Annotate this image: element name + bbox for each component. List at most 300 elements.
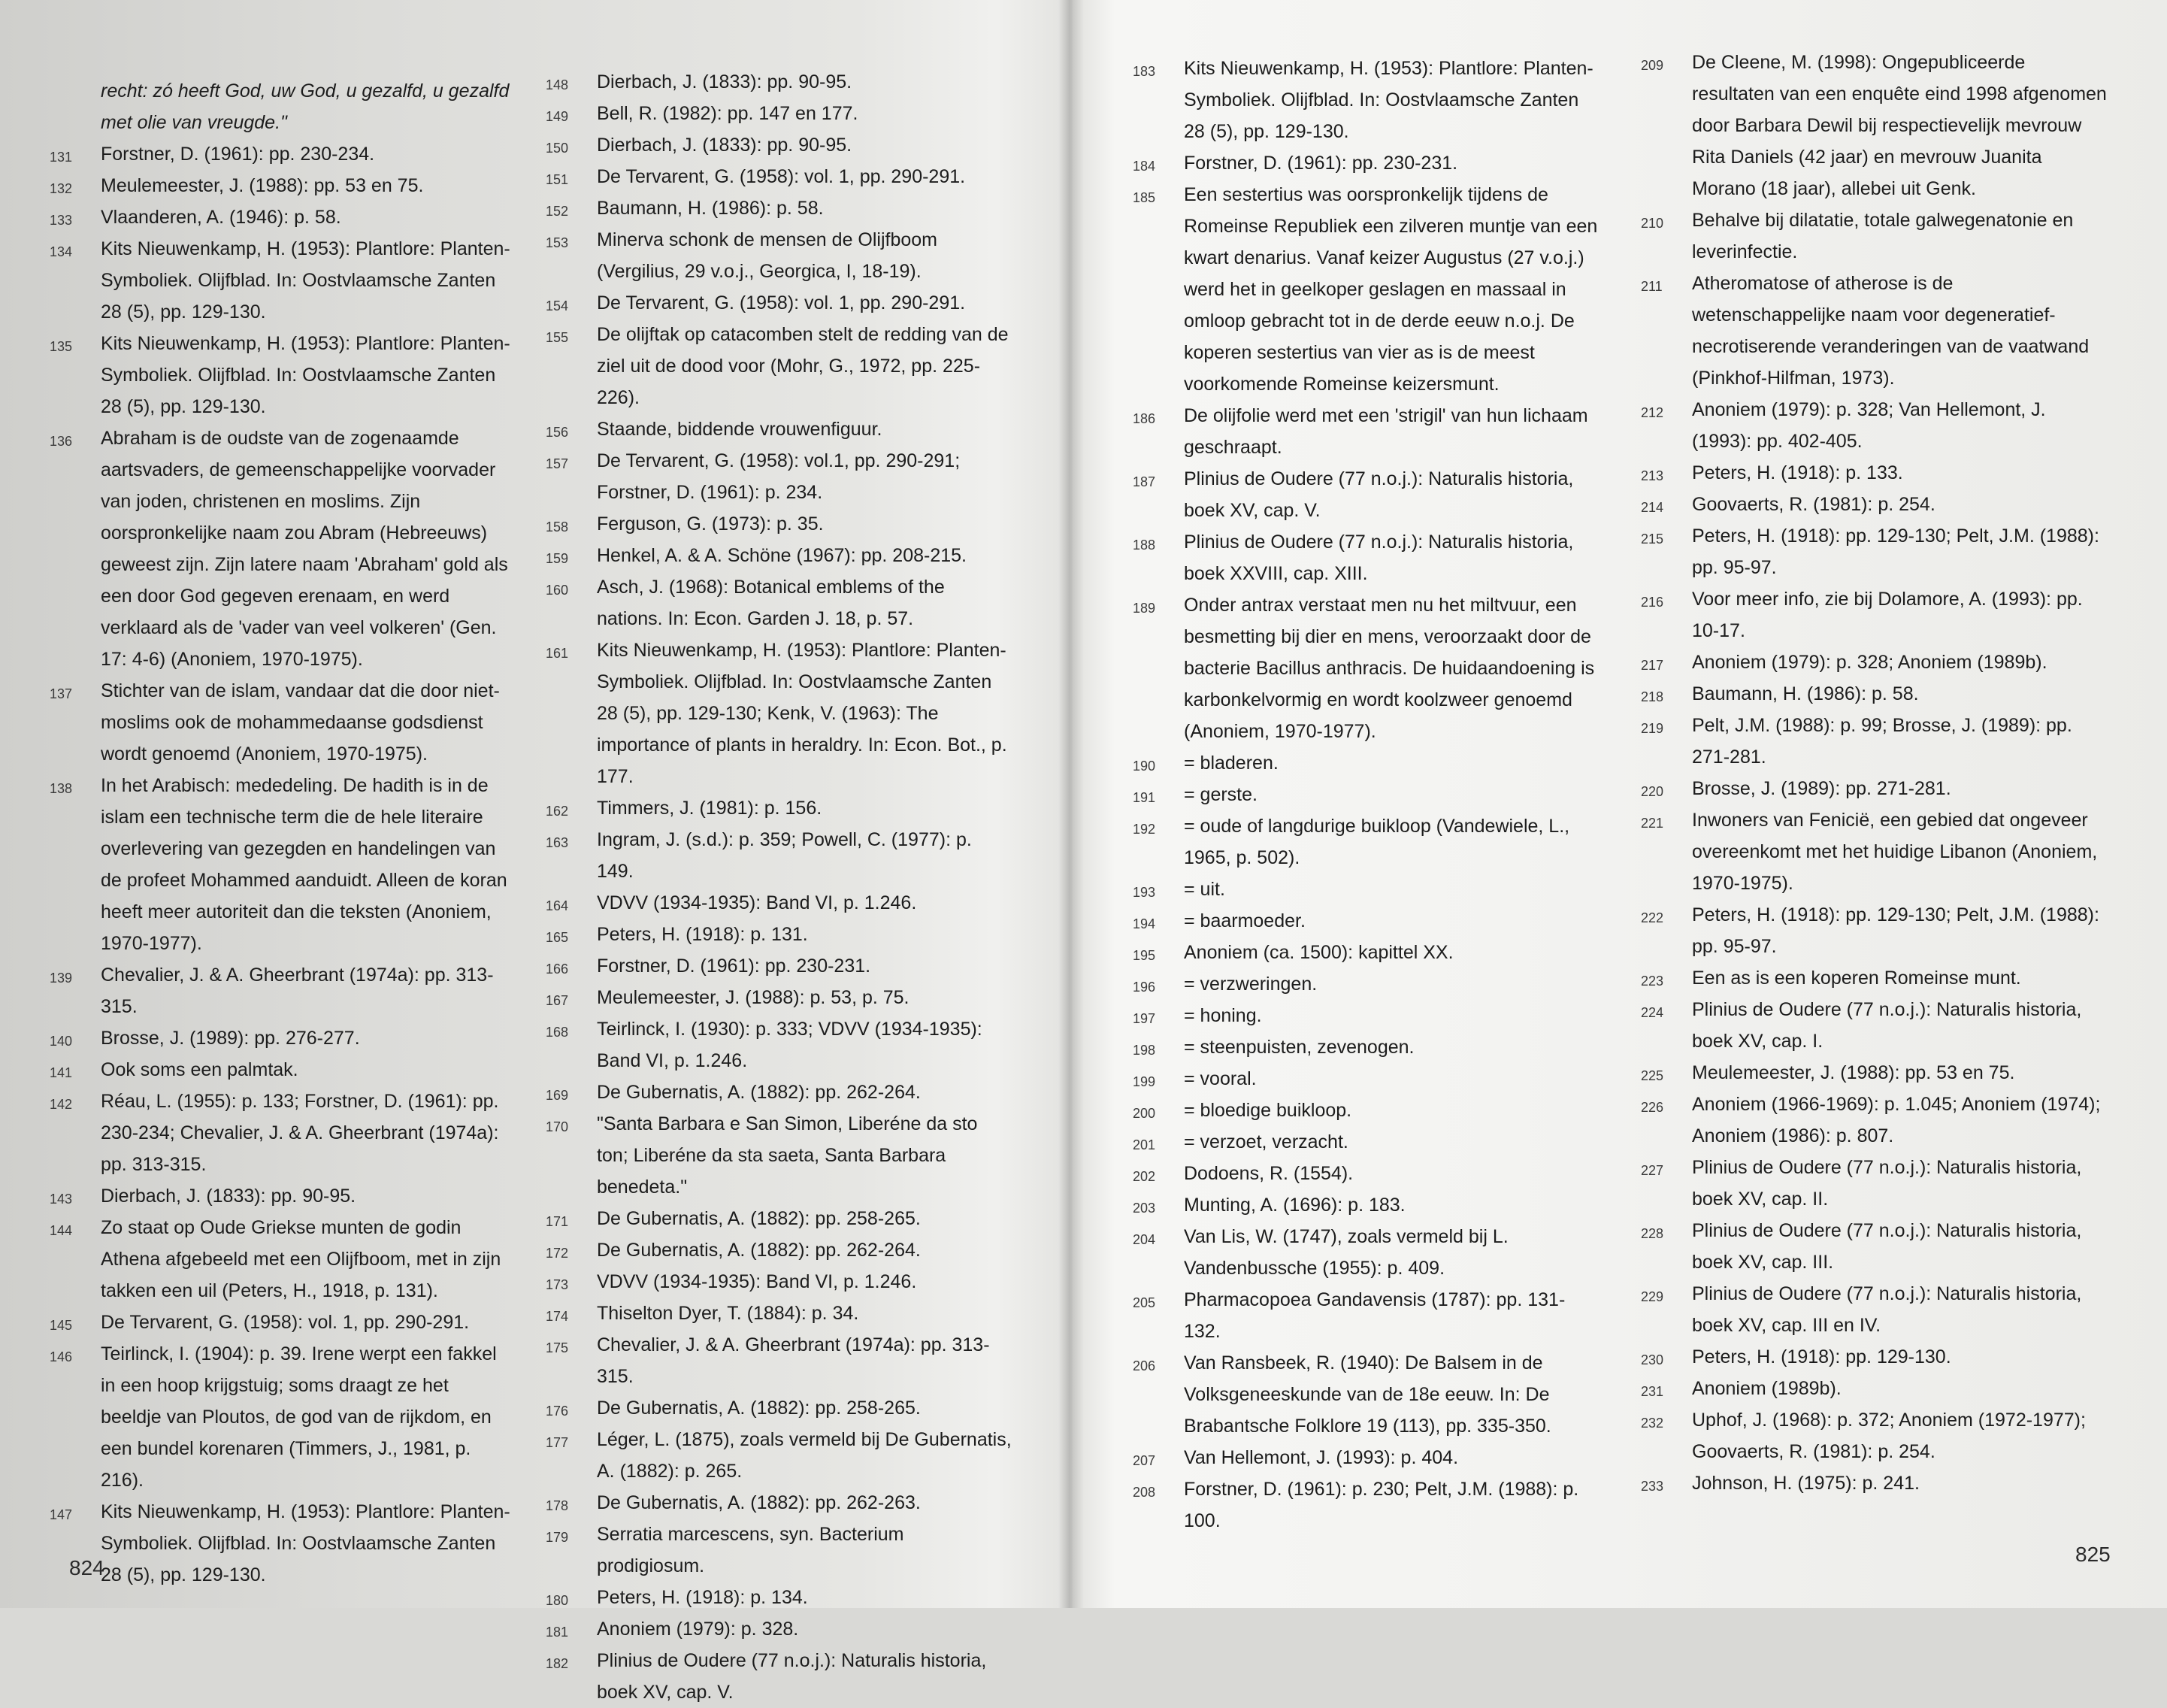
footnote-text: Forstner, D. (1961): pp. 230-234.: [101, 144, 375, 165]
footnote: [1133, 400, 1599, 463]
footnote-number: 166: [546, 962, 569, 977]
footnote-number: 194: [1133, 916, 1156, 931]
footnote: [1133, 53, 1599, 147]
footnote-number: 188: [1133, 538, 1156, 553]
footnote-text: De Tervarent, G. (1958): vol. 1, pp. 290-291.: [597, 292, 966, 313]
footnote-number: 172: [546, 1246, 569, 1261]
footnote-text: De olijftak op catacomben stelt de redding van de ziel uit de dood voor (Mohr, G., 1972, pp. 225-226).: [597, 324, 1009, 408]
footnote-text: De Gubernatis, A. (1882): pp. 262-264.: [597, 1082, 921, 1103]
footnote: [546, 98, 1013, 129]
footnote-text: Brosse, J. (1989): pp. 276-277.: [101, 1028, 360, 1049]
footnote: [1133, 968, 1599, 1000]
footnote: [1133, 1158, 1599, 1189]
footnote-number: 144: [50, 1223, 73, 1238]
footnote: [1133, 179, 1599, 400]
footnote-number: 180: [546, 1593, 569, 1608]
footnote: [50, 1307, 513, 1338]
footnote: [546, 319, 1013, 413]
footnote-text: Plinius de Oudere (77 n.o.j.): Naturalis historia, boek XXVIII, cap. XIII.: [1184, 531, 1574, 584]
footnote-text: Meulemeester, J. (1988): pp. 53 en 75.: [101, 175, 424, 196]
footnote-text: Meulemeester, J. (1988): p. 53, p. 75.: [597, 987, 909, 1008]
footnote-number: 217: [1641, 658, 1664, 673]
footnote: [546, 1108, 1013, 1203]
footnote-number: 184: [1133, 159, 1156, 174]
footnote-text: Teirlinck, I. (1930): p. 333; VDVV (1934-1935): Band VI, p. 1.246.: [597, 1019, 982, 1071]
footnote-number: 218: [1641, 689, 1664, 704]
footnote: [50, 675, 513, 770]
footnote-text: De Gubernatis, A. (1882): pp. 262-264.: [597, 1240, 921, 1261]
footnote-number: 178: [546, 1498, 569, 1513]
footnote-number: 165: [546, 930, 569, 945]
footnote-number: 131: [50, 150, 73, 165]
footnote: [1133, 874, 1599, 905]
footnote-text: Ferguson, G. (1973): p. 35.: [597, 513, 824, 535]
footnote-number: 140: [50, 1034, 73, 1049]
footnote-text: Henkel, A. & A. Schöne (1967): pp. 208-215.: [597, 545, 967, 566]
footnote-text: Staande, biddende vrouwenfiguur.: [597, 419, 882, 440]
footnote-number: 213: [1641, 468, 1664, 483]
footnote-number: 214: [1641, 500, 1664, 515]
footnote: [546, 1203, 1013, 1234]
footnote-number: 210: [1641, 216, 1664, 231]
footnote: [1641, 804, 2108, 899]
footnote-number: 230: [1641, 1352, 1664, 1367]
footnote-text: Kits Nieuwenkamp, H. (1953): Plantlore: Planten-Symboliek. Olijfblad. In: Oostvlaamsche Zanten 28 (5), pp. 129-130.: [101, 238, 510, 323]
footnote-text: Vlaanderen, A. (1946): p. 58.: [101, 207, 341, 228]
footnote-text: Een as is een koperen Romeinse munt.: [1692, 968, 2021, 989]
footnote-text: Goovaerts, R. (1981): p. 254.: [1692, 494, 1935, 515]
footnote-number: 168: [546, 1025, 569, 1040]
footnote-number: 197: [1133, 1011, 1156, 1026]
footnote: [546, 192, 1013, 224]
footnote-number: 185: [1133, 190, 1156, 205]
footnote-text: Bell, R. (1982): pp. 147 en 177.: [597, 103, 858, 124]
footnote-text: Zo staat op Oude Griekse munten de godin Athena afgebeeld met een Olijfboom, met in zijn takken een uil (Peters, H., 1918, p. 131).: [101, 1217, 501, 1301]
footnote: [50, 75, 513, 138]
footnote-number: 179: [546, 1530, 569, 1545]
footnote: [1133, 1473, 1599, 1537]
footnote-number: 193: [1133, 885, 1156, 900]
footnote: [50, 422, 513, 675]
footnote-text: Dierbach, J. (1833): pp. 90-95.: [597, 71, 852, 92]
footnote: [546, 445, 1013, 508]
footnote-number: 151: [546, 172, 569, 187]
footnote-number: 161: [546, 646, 569, 661]
footnote-text: Serratia marcescens, syn. Bacterium prodigiosum.: [597, 1524, 904, 1576]
footnote-text: Forstner, D. (1961): pp. 230-231.: [1184, 153, 1458, 174]
footnote: [50, 1086, 513, 1180]
footnote-text: Anoniem (1979): p. 328; Van Hellemont, J. (1993): pp. 402-405.: [1692, 399, 2046, 452]
footnote-text: = steenpuisten, zevenogen.: [1184, 1037, 1415, 1058]
footnote-text: Uphof, J. (1968): p. 372; Anoniem (1972-1977); Goovaerts, R. (1981): p. 254.: [1692, 1410, 2086, 1462]
footnote-text: Chevalier, J. & A. Gheerbrant (1974a): pp. 313-315.: [101, 965, 494, 1017]
footnote-text: Plinius de Oudere (77 n.o.j.): Naturalis historia, boek XV, cap. I.: [1692, 999, 2082, 1052]
footnote-number: 137: [50, 686, 73, 701]
footnote-number: 232: [1641, 1416, 1664, 1431]
footnote: [1133, 1031, 1599, 1063]
footnote-text: Baumann, H. (1986): p. 58.: [1692, 683, 1919, 704]
right-page-column-2: [1641, 47, 2108, 1499]
footnote-number: 170: [546, 1119, 569, 1134]
footnote-text: De Tervarent, G. (1958): vol.1, pp. 290-291; Forstner, D. (1961): p. 234.: [597, 450, 961, 503]
footnote-number: 146: [50, 1349, 73, 1364]
left-page-column-1: [50, 75, 513, 1591]
footnote: [546, 1392, 1013, 1424]
footnote-number: 141: [50, 1065, 73, 1080]
footnote-number: 226: [1641, 1100, 1664, 1115]
footnote-number: 201: [1133, 1137, 1156, 1152]
footnote-number: 190: [1133, 759, 1156, 774]
footnote: [1641, 268, 2108, 394]
footnote: [1641, 1089, 2108, 1152]
footnote-text: Peters, H. (1918): pp. 129-130; Pelt, J.M. (1988): pp. 95-97.: [1692, 904, 2099, 957]
footnote-text: Baumann, H. (1986): p. 58.: [597, 198, 824, 219]
footnote-text: Behalve bij dilatatie, totale galwegenatonie en leverinfectie.: [1692, 210, 2074, 262]
footnote-number: 229: [1641, 1289, 1664, 1304]
footnote-number: 225: [1641, 1068, 1664, 1083]
footnote-number: 183: [1133, 64, 1156, 79]
footnote: [546, 413, 1013, 445]
footnote: [1641, 1404, 2108, 1467]
footnote-text: Kits Nieuwenkamp, H. (1953): Plantlore: Planten-Symboliek. Olijfblad. In: Oostvlaamsche Zanten 28 (5), pp. 129-130.: [1184, 58, 1593, 142]
footnote-number: 145: [50, 1318, 73, 1333]
footnote-number: 186: [1133, 411, 1156, 426]
footnote: [546, 129, 1013, 161]
footnote-text: VDVV (1934-1935): Band VI, p. 1.246.: [597, 1271, 917, 1292]
footnote-text: De Gubernatis, A. (1882): pp. 258-265.: [597, 1208, 921, 1229]
footnote: [1641, 773, 2108, 804]
footnote-text: = honing.: [1184, 1005, 1262, 1026]
footnote-number: 155: [546, 330, 569, 345]
footnote-text: Minerva schonk de mensen de Olijfboom (Vergilius, 29 v.o.j., Georgica, I, 18-19).: [597, 229, 938, 282]
footnote: [546, 1424, 1013, 1487]
footnote-text: Asch, J. (1968): Botanical emblems of the nations. In: Econ. Garden J. 18, p. 57.: [597, 577, 945, 629]
footnote-text: Brosse, J. (1989): pp. 271-281.: [1692, 778, 1951, 799]
footnote: [50, 233, 513, 328]
footnote: [1133, 1221, 1599, 1284]
left-page: [0, 0, 1071, 1703]
footnote-text: Stichter van de islam, vandaar dat die door niet-moslims ook de mohammedaanse godsdienst wordt genoemd (Anoniem, 1970-1975).: [101, 680, 500, 765]
footnote-text: = vooral.: [1184, 1068, 1257, 1089]
footnote-number: 142: [50, 1097, 73, 1112]
footnote-text: Plinius de Oudere (77 n.o.j.): Naturalis historia, boek XV, cap. V.: [1184, 468, 1574, 521]
footnote-text: Plinius de Oudere (77 n.o.j.): Naturalis historia, boek XV, cap. V.: [597, 1650, 987, 1703]
footnote: [546, 287, 1013, 319]
footnote-text: Peters, H. (1918): p. 133.: [1692, 462, 1903, 483]
footnote-number: 152: [546, 204, 569, 219]
footnote-text: Plinius de Oudere (77 n.o.j.): Naturalis historia, boek XV, cap. II.: [1692, 1157, 2082, 1210]
footnote: [546, 982, 1013, 1013]
footnote-number: 199: [1133, 1074, 1156, 1089]
footnote-text: = bloedige buikloop.: [1184, 1100, 1352, 1121]
footnote-text: Léger, L. (1875), zoals vermeld bij De Gubernatis, A. (1882): p. 265.: [597, 1429, 1012, 1482]
footnote-text: Chevalier, J. & A. Gheerbrant (1974a): pp. 313-315.: [597, 1334, 990, 1387]
footnote-number: 156: [546, 425, 569, 440]
footnote-text: Thiselton Dyer, T. (1884): p. 34.: [597, 1303, 859, 1324]
footnote-number: 206: [1133, 1358, 1156, 1373]
footnote-number: 135: [50, 339, 73, 354]
footnote: [546, 1013, 1013, 1077]
footnote-number: 139: [50, 971, 73, 986]
footnote: [1133, 937, 1599, 968]
footnote-number: 162: [546, 804, 569, 819]
footnote-number: 173: [546, 1277, 569, 1292]
footnote: [1641, 1152, 2108, 1215]
footnote-number: 169: [546, 1088, 569, 1103]
footnote: [50, 1054, 513, 1086]
footnote-number: 148: [546, 77, 569, 92]
footnote-text: Anoniem (ca. 1500): kapittel XX.: [1184, 942, 1454, 963]
footnote: [546, 792, 1013, 824]
footnote-number: 160: [546, 583, 569, 598]
footnote: [50, 170, 513, 201]
footnote-text: Kits Nieuwenkamp, H. (1953): Plantlore: Planten-Symboliek. Olijfblad. In: Oostvlaamsche Zanten 28 (5), pp. 129-130.: [101, 1501, 510, 1585]
footnote-text: Peters, H. (1918): pp. 129-130; Pelt, J.M. (1988): pp. 95-97.: [1692, 525, 2099, 578]
footnote: [546, 634, 1013, 792]
footnote-number: 175: [546, 1340, 569, 1355]
footnote-number: 189: [1133, 601, 1156, 616]
footnote: [546, 224, 1013, 287]
footnote-text: Van Lis, W. (1747), zoals vermeld bij L. Vandenbussche (1955): p. 409.: [1184, 1226, 1509, 1279]
footnote-text: Réau, L. (1955): p. 133; Forstner, D. (1961): pp. 230-234; Chevalier, J. & A. Gheerbrant (1974a): pp. 313-315.: [101, 1091, 499, 1175]
footnote-text: Voor meer info, zie bij Dolamore, A. (1993): pp. 10-17.: [1692, 589, 2083, 641]
footnote: [50, 959, 513, 1022]
footnote-number: 208: [1133, 1485, 1156, 1500]
footnote: [546, 1298, 1013, 1329]
footnote-text: Peters, H. (1918): p. 134.: [597, 1587, 808, 1608]
footnote-number: 174: [546, 1309, 569, 1324]
footnote: [1641, 710, 2108, 773]
footnote-text: De Cleene, M. (1998): Ongepubliceerde resultaten van een enquête eind 1998 afgenomen door Barbara Dewil bij respectievelijk mevrouw Rita Daniels (42 jaar) en mevrouw Juanita Morano (18 jaar), allebei uit Genk.: [1692, 52, 2107, 199]
footnote-text: Anoniem (1989b).: [1692, 1378, 1842, 1399]
footnote-number: 223: [1641, 974, 1664, 989]
footnote: [50, 201, 513, 233]
footnote: [1133, 1095, 1599, 1126]
footnote-number: 209: [1641, 58, 1664, 73]
footnote-number: 181: [546, 1625, 569, 1640]
footnote-text: De Tervarent, G. (1958): vol. 1, pp. 290-291.: [101, 1312, 470, 1333]
footnote-number: 133: [50, 213, 73, 228]
footnote: [50, 1022, 513, 1054]
footnote-text: Ingram, J. (s.d.): p. 359; Powell, C. (1977): p. 149.: [597, 829, 972, 882]
footnote: [50, 770, 513, 959]
footnote-text: = uit.: [1184, 879, 1225, 900]
left-page-number: 824: [69, 1556, 104, 1579]
footnote-text: Dierbach, J. (1833): pp. 90-95.: [101, 1186, 356, 1207]
footnote-text: Plinius de Oudere (77 n.o.j.): Naturalis historia, boek XV, cap. III.: [1692, 1220, 2082, 1273]
footnote-number: 147: [50, 1507, 73, 1522]
footnote-number: 167: [546, 993, 569, 1008]
footnote: [546, 571, 1013, 634]
footnote-number: 233: [1641, 1479, 1664, 1494]
footnote: [50, 138, 513, 170]
footnote-text: recht: zó heeft God, uw God, u gezalfd, u gezalfd met olie van vreugde.": [101, 80, 510, 133]
footnote: [1641, 489, 2108, 520]
footnote-text: Forstner, D. (1961): pp. 230-231.: [597, 955, 871, 977]
footnote: [546, 1613, 1013, 1645]
footnote: [546, 1234, 1013, 1266]
footnote-number: 154: [546, 298, 569, 313]
footnote-text: Van Ransbeek, R. (1940): De Balsem in de Volksgeneeskunde van de 18e eeuw. In: De Brabantsche Folklore 19 (113), pp. 335-350.: [1184, 1352, 1551, 1437]
footnote-text: Peters, H. (1918): pp. 129-130.: [1692, 1346, 1951, 1367]
footnote-text: = oude of langdurige buikloop (Vandewiele, L., 1965, p. 502).: [1184, 816, 1570, 868]
footnote: [1641, 457, 2108, 489]
footnote-number: 132: [50, 181, 73, 196]
footnote: [1641, 899, 2108, 962]
footnote: [1133, 810, 1599, 874]
footnote: [1641, 520, 2108, 583]
footnote-number: 207: [1133, 1453, 1156, 1468]
footnote-text: Pharmacopoea Gandavensis (1787): pp. 131-132.: [1184, 1289, 1566, 1342]
footnote-number: 224: [1641, 1005, 1664, 1020]
footnote-number: 211: [1641, 279, 1663, 294]
footnote-text: = gerste.: [1184, 784, 1258, 805]
footnote-number: 134: [50, 244, 73, 259]
right-page-number: 825: [2075, 1543, 2111, 1566]
footnote: [1133, 1284, 1599, 1347]
footnote-number: 202: [1133, 1169, 1156, 1184]
footnote-text: Onder antrax verstaat men nu het miltvuur, een besmetting bij dier en mens, veroorzaakt door de bacterie Bacillus anthracis. De huidaandoening is karbonkelvormig en wordt koolzweer genoemd (Anoniem, 1970-1977).: [1184, 595, 1595, 742]
footnote-number: 182: [546, 1656, 569, 1671]
footnote-text: = verzoet, verzacht.: [1184, 1131, 1348, 1152]
footnote: [1133, 526, 1599, 589]
footnote-text: Kits Nieuwenkamp, H. (1953): Plantlore: Planten-Symboliek. Olijfblad. In: Oostvlaamsche Zanten 28 (5), pp. 129-130; Kenk, V. (1963): The importance of plants in heraldry. In: Econ. Bot., p. 177.: [597, 640, 1007, 787]
footnote-number: 212: [1641, 405, 1664, 420]
footnote-text: Van Hellemont, J. (1993): p. 404.: [1184, 1447, 1459, 1468]
footnote-text: Anoniem (1966-1969): p. 1.045; Anoniem (1974); Anoniem (1986): p. 807.: [1692, 1094, 2101, 1146]
footnote-number: 219: [1641, 721, 1664, 736]
footnote: [546, 540, 1013, 571]
footnote-number: 176: [546, 1404, 569, 1419]
footnote-text: De Gubernatis, A. (1882): pp. 258-265.: [597, 1398, 921, 1419]
footnote: [1641, 583, 2108, 647]
footnote: [546, 1582, 1013, 1613]
footnote-text: Abraham is de oudste van de zogenaamde aartsvaders, de gemeenschappelijke voorvader van joden, christenen en moslims. Zijn oorspronkelijke naam zou Abram (Hebreeuws) geweest zijn. Zijn latere naam 'Abraham' gold als een door God gegeven erenaam, en werd verklaard als de 'vader van veel volkeren' (Gen. 17: 4-6) (Anoniem, 1970-1975).: [101, 428, 508, 670]
footnote: [1641, 1278, 2108, 1341]
footnote: [1641, 994, 2108, 1057]
footnote: [1133, 1347, 1599, 1442]
footnote: [1133, 147, 1599, 179]
footnote: [546, 919, 1013, 950]
footnote: [546, 824, 1013, 887]
footnote: [1133, 1126, 1599, 1158]
footnote-text: Munting, A. (1696): p. 183.: [1184, 1195, 1406, 1216]
footnote: [1133, 589, 1599, 747]
footnote: [1133, 1442, 1599, 1473]
footnote-number: 143: [50, 1192, 73, 1207]
footnote-number: 177: [546, 1435, 569, 1450]
footnote-number: 205: [1133, 1295, 1156, 1310]
footnote-number: 221: [1641, 816, 1664, 831]
footnote: [50, 1212, 513, 1307]
footnote-number: 200: [1133, 1106, 1156, 1121]
footnote-number: 171: [546, 1214, 569, 1229]
footnote-number: 157: [546, 456, 569, 471]
footnote-number: 153: [546, 235, 569, 250]
footnote: [1641, 1215, 2108, 1278]
footnote-text: Johnson, H. (1975): p. 241.: [1692, 1473, 1920, 1494]
footnote: [1133, 463, 1599, 526]
footnote-text: Atheromatose of atherose is de wetenschappelijke naam voor degeneratief-necrotiserende veranderingen van de vaatwand (Pinkhof-Hilfman, 1973).: [1692, 273, 2090, 389]
footnote-text: VDVV (1934-1935): Band VI, p. 1.246.: [597, 892, 917, 913]
footnote: [1641, 47, 2108, 204]
footnote: [546, 887, 1013, 919]
footnote-number: 220: [1641, 784, 1664, 799]
footnote-number: 216: [1641, 595, 1664, 610]
footnote: [1133, 905, 1599, 937]
footnote: [1641, 394, 2108, 457]
footnote: [1641, 1467, 2108, 1499]
footnote-text: Plinius de Oudere (77 n.o.j.): Naturalis historia, boek XV, cap. III en IV.: [1692, 1283, 2082, 1336]
footnote-number: 191: [1133, 790, 1156, 805]
footnote-text: De Tervarent, G. (1958): vol. 1, pp. 290-291.: [597, 166, 966, 187]
footnote-number: 164: [546, 898, 569, 913]
footnote-text: Ook soms een palmtak.: [101, 1059, 298, 1080]
footnote-number: 227: [1641, 1163, 1664, 1178]
footnote: [1133, 747, 1599, 779]
footnote-text: = baarmoeder.: [1184, 910, 1306, 931]
footnote-text: Pelt, J.M. (1988): p. 99; Brosse, J. (1989): pp. 271-281.: [1692, 715, 2072, 768]
book-gutter-shadow: [1058, 0, 1084, 1608]
footnote-number: 228: [1641, 1226, 1664, 1241]
footnote-text: = verzweringen.: [1184, 974, 1318, 995]
right-page: [1071, 0, 2167, 1608]
footnote-number: 158: [546, 519, 569, 535]
footnote-text: Een sestertius was oorspronkelijk tijdens de Romeinse Republiek een zilveren muntje van een kwart denarius. Vanaf keizer Augustus (27 v.o.j.) werd het in geelkoper geslagen en massaal in omloop gebracht tot in de derde eeuw n.o.j. De koperen sestertius van vier as is de meest voorkomende Romeinse keizersmunt.: [1184, 184, 1598, 395]
footnote-text: = bladeren.: [1184, 753, 1279, 774]
footnote: [1641, 1341, 2108, 1373]
footnote-number: 159: [546, 551, 569, 566]
footnote: [546, 1266, 1013, 1298]
footnote-number: 231: [1641, 1384, 1664, 1399]
footnote-text: Kits Nieuwenkamp, H. (1953): Plantlore: Planten-Symboliek. Olijfblad. In: Oostvlaamsche Zanten 28 (5), pp. 129-130.: [101, 333, 510, 417]
footnote: [546, 1329, 1013, 1392]
footnote-text: Teirlinck, I. (1904): p. 39. Irene werpt een fakkel in een hoop krijgstuig; soms draagt ze het beeldje van Ploutos, de god van de rijkdom, en een bundel korenaren (Timmers, J., 1981, p. 216).: [101, 1343, 497, 1491]
footnote-text: Dierbach, J. (1833): pp. 90-95.: [597, 135, 852, 156]
footnote: [546, 950, 1013, 982]
footnote-number: 215: [1641, 531, 1664, 547]
footnote-number: 163: [546, 835, 569, 850]
footnote: [1641, 962, 2108, 994]
footnote-text: Inwoners van Fenicië, een gebied dat ongeveer overeenkomt met het huidige Libanon (Anoniem, 1970-1975).: [1692, 810, 2098, 894]
footnote: [1133, 1063, 1599, 1095]
footnote-number: 222: [1641, 910, 1664, 925]
footnote-text: Dodoens, R. (1554).: [1184, 1163, 1354, 1184]
footnote: [1641, 204, 2108, 268]
footnote-text: Forstner, D. (1961): p. 230; Pelt, J.M. (1988): p. 100.: [1184, 1479, 1579, 1531]
footnote: [50, 1180, 513, 1212]
footnote: [1641, 647, 2108, 678]
footnote: [50, 1496, 513, 1591]
footnote-text: "Santa Barbara e San Simon, Liberéne da sto ton; Liberéne da sta saeta, Santa Barbara benedeta.": [597, 1113, 978, 1198]
footnote-text: De olijfolie werd met een 'strigil' van hun lichaam geschraapt.: [1184, 405, 1588, 458]
footnote: [546, 161, 1013, 192]
footnote: [546, 508, 1013, 540]
footnote-number: 196: [1133, 980, 1156, 995]
footnote-text: In het Arabisch: mededeling. De hadith is in de islam een technische term die de hele literaire overlevering van gezegden en handelingen van de profeet Mohammed aanduidt. Alleen de koran heeft meer autoriteit dan die teksten (Anoniem, 1970-1977).: [101, 775, 507, 954]
right-page-column-1: [1133, 53, 1599, 1537]
left-page-column-2: [546, 66, 1013, 1708]
footnote-text: De Gubernatis, A. (1882): pp. 262-263.: [597, 1492, 921, 1513]
footnote-text: Anoniem (1979): p. 328; Anoniem (1989b).: [1692, 652, 2047, 673]
footnote-text: Peters, H. (1918): p. 131.: [597, 924, 808, 945]
footnote-number: 195: [1133, 948, 1156, 963]
footnote: [546, 1487, 1013, 1519]
footnote: [546, 1077, 1013, 1108]
footnote-text: Meulemeester, J. (1988): pp. 53 en 75.: [1692, 1062, 2015, 1083]
footnote-number: 204: [1133, 1232, 1156, 1247]
footnote: [1641, 1057, 2108, 1089]
